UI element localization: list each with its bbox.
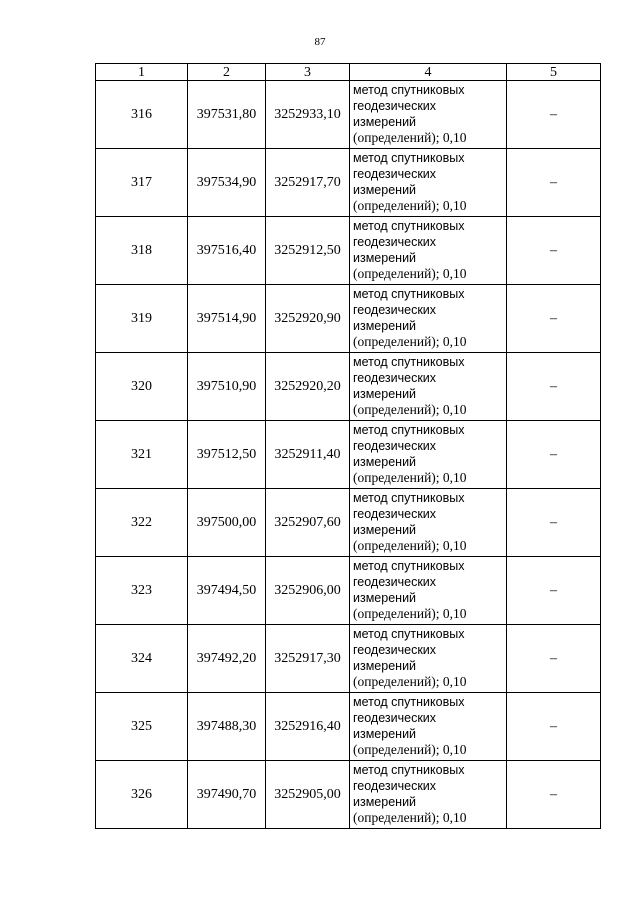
x-coordinate-cell: 397494,50: [188, 557, 266, 625]
point-number-cell: 316: [96, 81, 188, 149]
method-line: геодезических: [353, 439, 437, 453]
x-coordinate-cell: 397492,20: [188, 625, 266, 693]
method-line: (определений); 0,10: [353, 402, 467, 417]
method-cell: [350, 557, 507, 625]
point-number-cell: 317: [96, 149, 188, 217]
table-row: [96, 761, 601, 829]
method-line: геодезических: [353, 235, 437, 249]
method-cell: [350, 285, 507, 353]
x-coordinate-cell: 397516,40: [188, 217, 266, 285]
method-line: метод спутниковых: [353, 695, 465, 709]
method-line: геодезических: [353, 643, 437, 657]
header-col-2: 2: [188, 64, 266, 81]
x-coordinate-cell: 397488,30: [188, 693, 266, 761]
method-line: метод спутниковых: [353, 559, 465, 573]
method-line: измерений: [353, 183, 417, 197]
table-body: [96, 81, 601, 829]
method-line: измерений: [353, 795, 417, 809]
method-line: геодезических: [353, 779, 437, 793]
method-line: (определений); 0,10: [353, 606, 467, 621]
table-row: [96, 353, 601, 421]
x-coordinate-cell: 397534,90: [188, 149, 266, 217]
y-coordinate-cell: 3252917,70: [266, 149, 350, 217]
method-cell: [350, 693, 507, 761]
method-line: геодезических: [353, 575, 437, 589]
method-line: геодезических: [353, 167, 437, 181]
method-line: (определений); 0,10: [353, 674, 467, 689]
y-coordinate-cell: 3252920,90: [266, 285, 350, 353]
method-cell: [350, 625, 507, 693]
method-line: измерений: [353, 115, 417, 129]
col5-cell: –: [507, 353, 601, 421]
header-col-4: 4: [350, 64, 507, 81]
y-coordinate-cell: 3252905,00: [266, 761, 350, 829]
method-line: геодезических: [353, 303, 437, 317]
col5-cell: –: [507, 557, 601, 625]
header-row: [96, 64, 601, 81]
y-coordinate-cell: 3252917,30: [266, 625, 350, 693]
y-coordinate-cell: 3252916,40: [266, 693, 350, 761]
point-number-cell: 320: [96, 353, 188, 421]
method-line: (определений); 0,10: [353, 538, 467, 553]
coordinates-table: [95, 63, 601, 829]
method-line: метод спутниковых: [353, 763, 465, 777]
method-cell: [350, 217, 507, 285]
point-number-cell: 323: [96, 557, 188, 625]
method-line: геодезических: [353, 507, 437, 521]
method-line: (определений); 0,10: [353, 130, 467, 145]
col5-cell: –: [507, 489, 601, 557]
x-coordinate-cell: 397514,90: [188, 285, 266, 353]
method-line: измерений: [353, 455, 417, 469]
table-row: [96, 693, 601, 761]
point-number-cell: 321: [96, 421, 188, 489]
table-row: [96, 217, 601, 285]
x-coordinate-cell: 397490,70: [188, 761, 266, 829]
method-cell: [350, 489, 507, 557]
col5-cell: –: [507, 285, 601, 353]
col5-cell: –: [507, 421, 601, 489]
method-line: (определений); 0,10: [353, 810, 467, 825]
method-cell: [350, 761, 507, 829]
method-line: геодезических: [353, 371, 437, 385]
point-number-cell: 325: [96, 693, 188, 761]
y-coordinate-cell: 3252920,20: [266, 353, 350, 421]
col5-cell: –: [507, 217, 601, 285]
table-row: [96, 421, 601, 489]
point-number-cell: 326: [96, 761, 188, 829]
method-line: метод спутниковых: [353, 287, 465, 301]
method-line: измерений: [353, 727, 417, 741]
y-coordinate-cell: 3252906,00: [266, 557, 350, 625]
method-line: измерений: [353, 387, 417, 401]
method-line: измерений: [353, 523, 417, 537]
point-number-cell: 322: [96, 489, 188, 557]
method-line: геодезических: [353, 99, 437, 113]
col5-cell: –: [507, 693, 601, 761]
table-row: [96, 81, 601, 149]
method-line: (определений); 0,10: [353, 742, 467, 757]
table-header: [96, 64, 601, 81]
y-coordinate-cell: 3252911,40: [266, 421, 350, 489]
method-line: (определений); 0,10: [353, 266, 467, 281]
method-line: метод спутниковых: [353, 151, 465, 165]
header-col-5: 5: [507, 64, 601, 81]
table-row: [96, 285, 601, 353]
method-line: метод спутниковых: [353, 219, 465, 233]
col5-cell: –: [507, 149, 601, 217]
header-col-3: 3: [266, 64, 350, 81]
table-row: [96, 149, 601, 217]
x-coordinate-cell: 397500,00: [188, 489, 266, 557]
x-coordinate-cell: 397512,50: [188, 421, 266, 489]
page-number: 87: [314, 36, 326, 48]
method-line: измерений: [353, 319, 417, 333]
method-line: геодезических: [353, 711, 437, 725]
table-row: [96, 625, 601, 693]
method-line: (определений); 0,10: [353, 198, 467, 213]
method-line: измерений: [353, 251, 417, 265]
y-coordinate-cell: 3252912,50: [266, 217, 350, 285]
point-number-cell: 318: [96, 217, 188, 285]
point-number-cell: 319: [96, 285, 188, 353]
table-row: [96, 489, 601, 557]
col5-cell: –: [507, 81, 601, 149]
method-cell: [350, 353, 507, 421]
header-col-1: 1: [96, 64, 188, 81]
y-coordinate-cell: 3252933,10: [266, 81, 350, 149]
table-row: [96, 557, 601, 625]
method-line: метод спутниковых: [353, 83, 465, 97]
method-line: метод спутниковых: [353, 491, 465, 505]
x-coordinate-cell: 397510,90: [188, 353, 266, 421]
method-cell: [350, 149, 507, 217]
method-line: измерений: [353, 659, 417, 673]
x-coordinate-cell: 397531,80: [188, 81, 266, 149]
method-cell: [350, 81, 507, 149]
method-line: (определений); 0,10: [353, 470, 467, 485]
method-cell: [350, 421, 507, 489]
method-line: измерений: [353, 591, 417, 605]
y-coordinate-cell: 3252907,60: [266, 489, 350, 557]
method-line: (определений); 0,10: [353, 334, 467, 349]
col5-cell: –: [507, 625, 601, 693]
method-line: метод спутниковых: [353, 627, 465, 641]
method-line: метод спутниковых: [353, 423, 465, 437]
col5-cell: –: [507, 761, 601, 829]
point-number-cell: 324: [96, 625, 188, 693]
method-line: метод спутниковых: [353, 355, 465, 369]
